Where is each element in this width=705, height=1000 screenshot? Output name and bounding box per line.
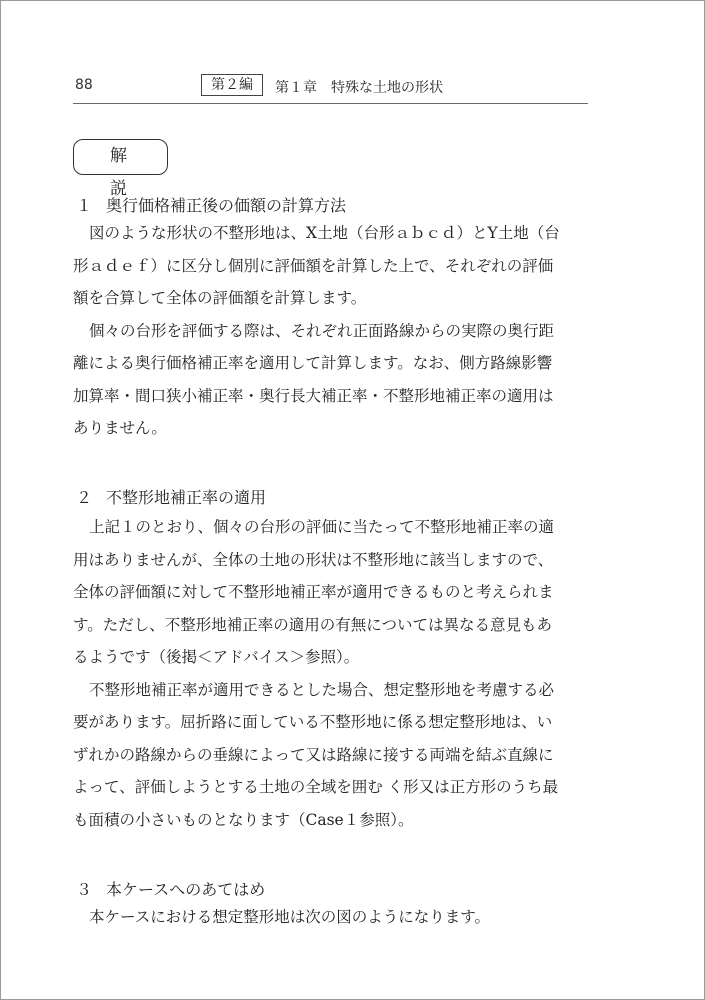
text-line: 本ケースにおける想定整形地は次の図のようになります。 [89, 908, 490, 926]
running-header [73, 73, 588, 104]
text-line: よって、評価しようとする土地の全域を囲む く形又は正方形のうち最 [73, 778, 559, 796]
section-body-2 [73, 511, 591, 836]
commentary-label: 解 説 [73, 139, 168, 175]
text-line: 全体の評価額に対して不整形地補正率が適用できるものと考えられま [73, 583, 554, 601]
text-line: 額を合算して全体の評価額を計算します。 [73, 289, 367, 307]
section-title: 本ケースへのあてはめ [106, 880, 266, 899]
section-number: ３ [76, 880, 93, 899]
text-line: 個々の台形を評価する際は、それぞれ正面路線からの実際の奥行距 [89, 321, 555, 340]
section-body-3 [73, 901, 591, 934]
text-line: 図のような形状の不整形地は、X土地（台形ａｂｃｄ）とY土地（台 [89, 224, 560, 242]
page-number: 88 [75, 77, 93, 93]
section-heading-1 [76, 193, 346, 216]
paragraph [73, 901, 591, 934]
section-number: １ [76, 196, 93, 215]
section-number: ２ [76, 488, 93, 507]
section-title: 奥行価格補正後の価額の計算方法 [106, 196, 347, 215]
text-line: 形ａｄｅｆ）に区分し個別に評価額を計算した上で、それぞれの評価 [73, 256, 554, 275]
text-line: るようです（後掲＜アドバイス＞参照）。 [73, 648, 360, 666]
part-label: 第２編 [201, 74, 263, 96]
text-line: す。ただし、不整形地補正率の適用の有無については異なる意見もあ [73, 615, 552, 634]
section-body-1 [73, 217, 591, 445]
text-line: ありません。 [73, 419, 167, 437]
section-heading-2 [76, 485, 266, 508]
text-line: も面積の小さいものとなります（Case１参照）。 [73, 810, 414, 829]
paragraph [73, 217, 591, 315]
paragraph [73, 674, 591, 837]
section-title: 不整形地補正率の適用 [106, 488, 267, 507]
paragraph [73, 511, 591, 674]
text-line: 上記１のとおり、個々の台形の評価に当たって不整形地補正率の適 [89, 518, 555, 536]
text-line: 離による奥行価格補正率を適用して計算します。なお、側方路線影響 [73, 354, 553, 372]
text-line: 要があります。屈折路に面している不整形地に係る想定整形地は、い [73, 713, 553, 731]
paragraph [73, 315, 591, 445]
section-heading-3 [76, 877, 265, 900]
text-line: 不整形地補正率が適用できるとした場合、想定整形地を考慮する必 [89, 680, 555, 699]
text-line: 加算率・間口狭小補正率・奥行長大補正率・不整形地補正率の適用は [73, 386, 554, 405]
text-line: 用はありませんが、全体の土地の形状は不整形地に該当しますので、 [73, 550, 554, 569]
chapter-title: 第１章 特殊な土地の形状 [275, 80, 443, 96]
text-line: ずれかの路線からの垂線によって又は路線に接する両端を結ぶ直線に [73, 745, 554, 764]
